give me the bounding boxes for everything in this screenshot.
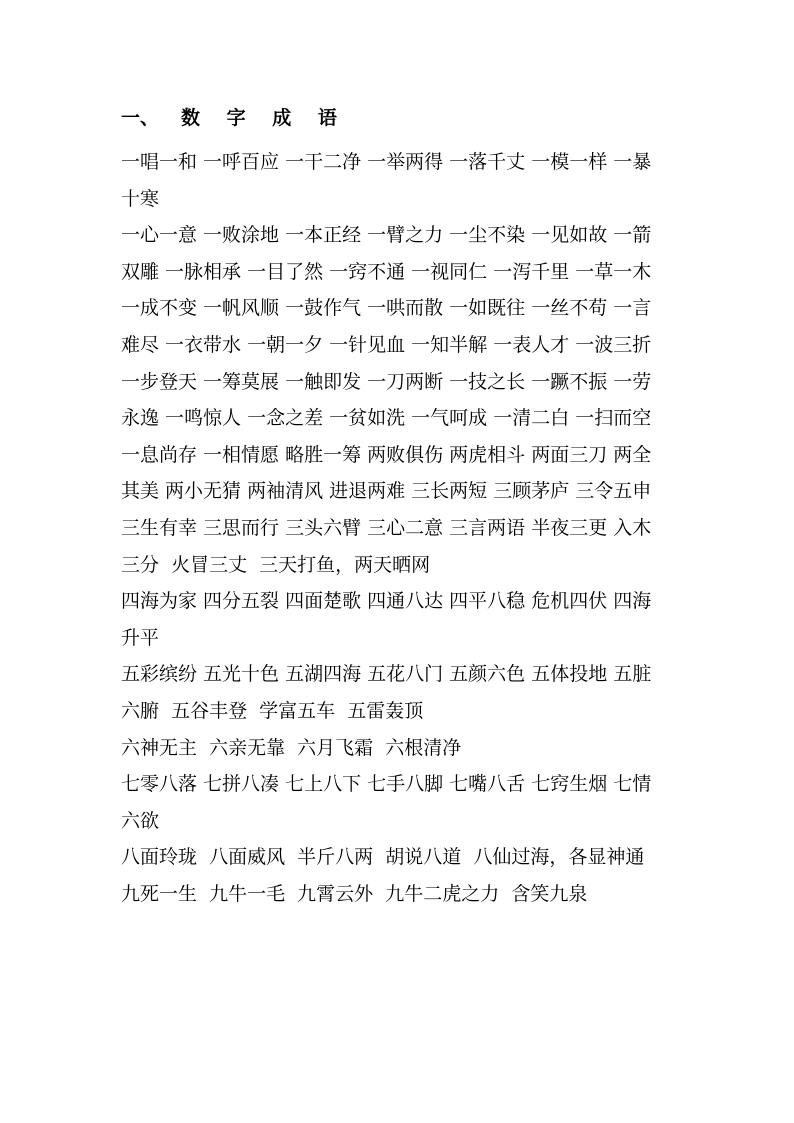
- text-line: 三生有幸 三思而行 三头六臂 三心二意 三言两语 半夜三更 入木: [121, 516, 652, 539]
- text-line: 六神无主 六亲无靠 六月飞霜 六根清净: [121, 736, 462, 759]
- text-line: 七零八落 七拼八凑 七上八下 七手八脚 七嘴八舌 七窍生烟 七情: [121, 773, 652, 796]
- text-line: 四海为家 四分五裂 四面楚歌 四通八达 四平八稳 危机四伏 四海: [121, 590, 652, 613]
- text-line: 一息尚存 一相情愿 略胜一筹 两败俱伤 两虎相斗 两面三刀 两全: [121, 443, 652, 466]
- text-line: 六腑 五谷丰登 学富五车 五雷轰顶: [121, 699, 424, 722]
- text-line: 三分 火冒三丈 三天打鱼，两天晒网: [121, 553, 431, 576]
- section-number: 一、: [121, 107, 160, 129]
- text-line: 一心一意 一败涂地 一本正经 一臂之力 一尘不染 一见如故 一箭: [121, 224, 652, 247]
- section-heading: [121, 104, 347, 132]
- text-line: 一成不变 一帆风顺 一鼓作气 一哄而散 一如既往 一丝不苟 一言: [121, 297, 652, 320]
- text-line: 一步登天 一筹莫展 一触即发 一刀两断 一技之长 一蹶不振 一劳: [121, 370, 652, 393]
- idiom-text-block: [121, 144, 681, 912]
- text-line: 双雕 一脉相承 一目了然 一窍不通 一视同仁 一泻千里 一草一木: [121, 260, 652, 283]
- text-line: 九死一生 九牛一毛 九霄云外 九牛二虎之力 含笑九泉: [121, 882, 588, 905]
- text-line: 八面玲珑 八面威风 半斤八两 胡说八道 八仙过海，各显神通: [121, 846, 645, 869]
- text-line: 一唱一和 一呼百应 一干二净 一举两得 一落千丈 一模一样 一暴: [121, 151, 652, 173]
- text-line: 其美 两小无猜 两袖清风 进退两难 三长两短 三顾茅庐 三令五申: [121, 480, 652, 503]
- text-line: 五彩缤纷 五光十色 五湖四海 五花八门 五颜六色 五体投地 五脏: [121, 663, 652, 686]
- section-title: 数 字 成 语: [181, 107, 347, 129]
- text-line: 难尽 一衣带水 一朝一夕 一针见血 一知半解 一表人才 一波三折: [121, 333, 652, 356]
- text-line: 十寒: [121, 187, 160, 210]
- text-line: 升平: [121, 626, 160, 649]
- text-line: 六欲: [121, 809, 160, 832]
- text-line: 永逸 一鸣惊人 一念之差 一贫如洗 一气呵成 一清二白 一扫而空: [121, 407, 652, 430]
